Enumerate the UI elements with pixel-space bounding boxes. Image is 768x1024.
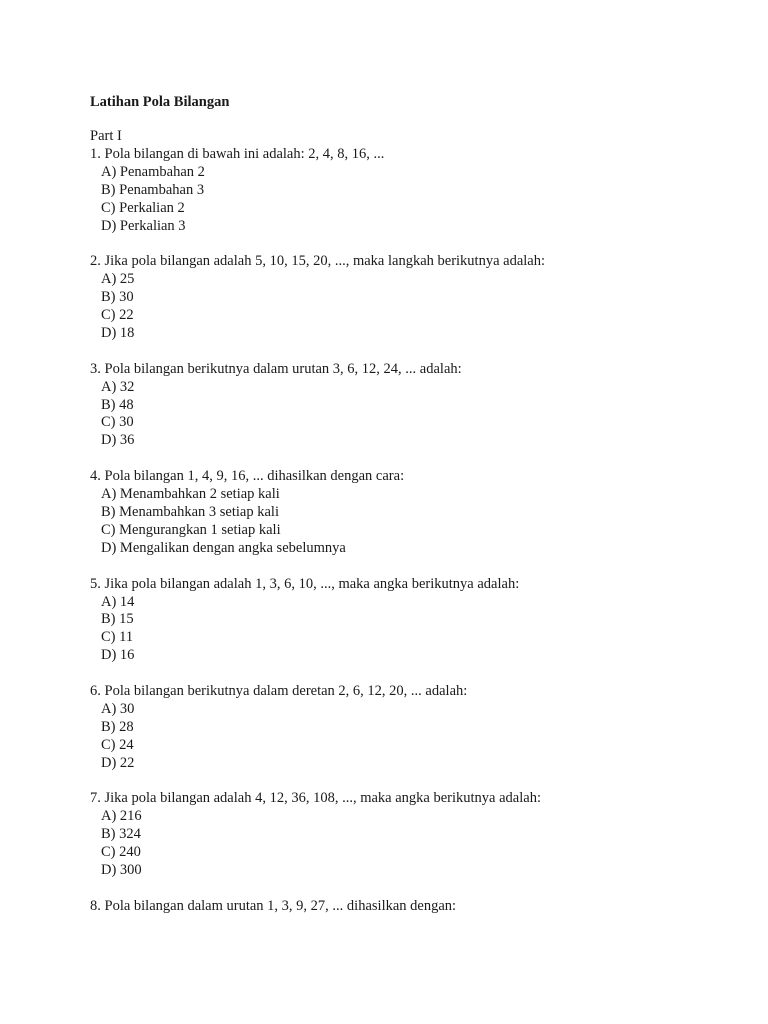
option-d: D) 18 <box>101 324 135 341</box>
question-text: 1. Pola bilangan di bawah ini adalah: 2, 4, 8, 16, ... <box>90 145 385 162</box>
question-text: 8. Pola bilangan dalam urutan 1, 3, 9, 27, ... dihasilkan dengan: <box>90 897 457 914</box>
option-c: C) 240 <box>101 844 141 861</box>
option-c: C) Mengurangkan 1 setiap kali <box>101 521 281 538</box>
document-title: Latihan Pola Bilangan <box>90 94 230 110</box>
option-d: D) 22 <box>101 754 135 771</box>
question-text: 7. Jika pola bilangan adalah 4, 12, 36, 108, ..., maka angka berikutnya adalah: <box>90 790 541 807</box>
question-4 <box>90 468 730 558</box>
option-d: D) Perkalian 3 <box>101 217 186 234</box>
option-b: B) 30 <box>101 289 134 306</box>
document-page <box>90 93 730 934</box>
option-c: C) 22 <box>101 307 134 324</box>
option-d: D) Mengalikan dengan angka sebelumnya <box>101 539 346 556</box>
question-3 <box>90 361 730 451</box>
option-b: B) 324 <box>101 826 141 843</box>
part-heading: Part I <box>90 128 122 144</box>
option-d: D) 16 <box>101 647 135 664</box>
question-2 <box>90 253 730 343</box>
option-a: A) 32 <box>101 378 135 395</box>
option-c: C) 24 <box>101 736 134 753</box>
question-text: 4. Pola bilangan 1, 4, 9, 16, ... dihasilkan dengan cara: <box>90 468 405 485</box>
option-b: B) Menambahkan 3 setiap kali <box>101 503 279 520</box>
option-d: D) 36 <box>101 432 135 449</box>
option-a: A) 14 <box>101 593 135 610</box>
option-a: A) 216 <box>101 808 142 825</box>
option-c: C) 11 <box>101 629 134 646</box>
option-c: C) Perkalian 2 <box>101 199 185 216</box>
option-d: D) 300 <box>101 862 142 879</box>
question-6 <box>90 683 730 773</box>
option-a: A) 30 <box>101 700 135 717</box>
option-a: A) 25 <box>101 271 135 288</box>
option-a: A) Penambahan 2 <box>101 163 205 180</box>
question-8 <box>90 898 730 916</box>
option-b: B) 15 <box>101 611 134 628</box>
option-c: C) 30 <box>101 414 134 431</box>
question-text: 5. Jika pola bilangan adalah 1, 3, 6, 10, ..., maka angka berikutnya adalah: <box>90 575 520 592</box>
question-5 <box>90 576 730 666</box>
question-text: 3. Pola bilangan berikutnya dalam urutan 3, 6, 12, 24, ... adalah: <box>90 360 462 377</box>
option-b: B) 28 <box>101 718 134 735</box>
option-b: B) Penambahan 3 <box>101 181 205 198</box>
option-a: A) Menambahkan 2 setiap kali <box>101 486 280 503</box>
question-text: 2. Jika pola bilangan adalah 5, 10, 15, 20, ..., maka langkah berikutnya adalah: <box>90 253 546 270</box>
question-text: 6. Pola bilangan berikutnya dalam deretan 2, 6, 12, 20, ... adalah: <box>90 683 468 700</box>
question-7 <box>90 790 730 880</box>
question-1 <box>90 146 730 236</box>
option-b: B) 48 <box>101 396 134 413</box>
